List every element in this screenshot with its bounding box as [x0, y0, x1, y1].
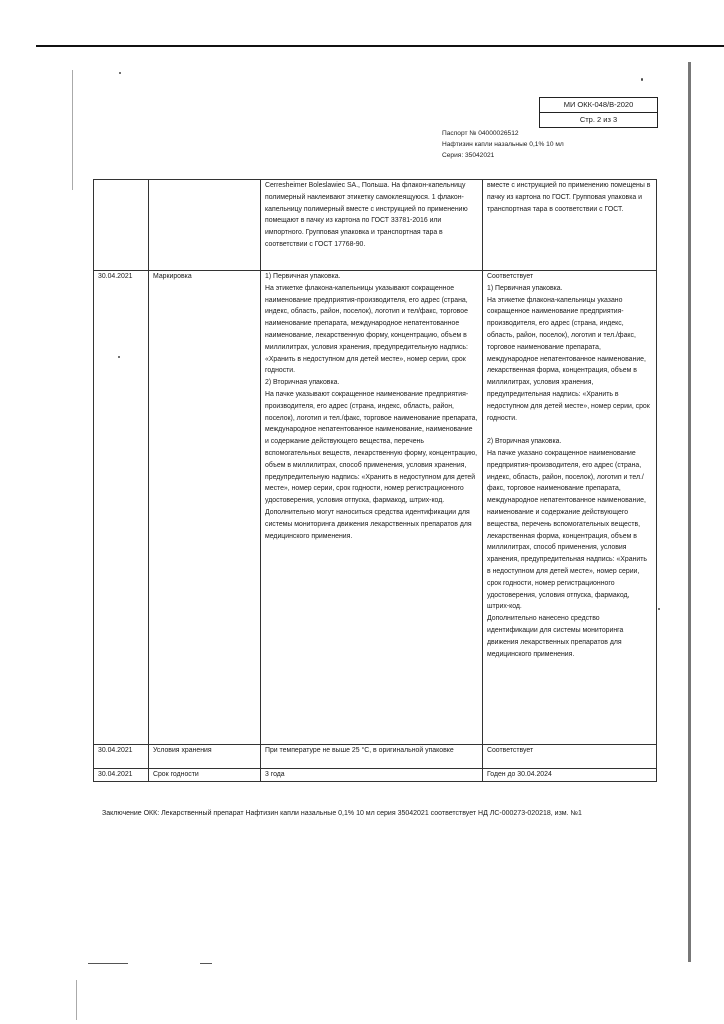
cell-requirement: Cerresheimer Boleslawiec SA., Польша. На флакон-капельницу полимерный наклеивают этикетку самоклеящуюся. 1 флакон-капельницу полимерный вместе с инструкцией по применению помещают в пачку из картона по ГОСТ 33781-2016 или импортного. Групповая упаковка и транспортная тара в соответствии с ГОСТ 17768-90. [261, 180, 483, 271]
page-number: Стр. 2 из 3 [540, 112, 657, 127]
cell-date: 30.04.2021 [94, 745, 149, 769]
cell-requirement: При температуре не выше 25 °С, в оригинальной упаковке [261, 745, 483, 769]
cell-result: Соответствует 1) Первичная упаковка. На этикетке флакона-капельницы указано сокращенное наименование предприятия-производителя, его адрес (страна, индекс, область, район, поселок), логотип и тел./факс, торговое наименование препарата, международное непатентованное наименование, лекарственная форма, концентрация, объем в миллилитрах, условия хранения, предупредительная надпись: «Хранить в недоступном для детей месте», номер серии, срок годности. 2) Вторичная упаковка. На пачке указано сокращенное наименование предприятия-производителя, его адрес (страна, индекс, область, район, поселок), логотип и тел./факс, торговое наименование препарата, международное непатентованное наименование, наименование и содержание действующего вещества, перечень вспомогательных веществ, лекарственная форма, концентрация, объем в миллилитрах, способ применения, условия хранения, предупредительная надпись: «Хранить в недоступном для детей месте», номер серии, срок годности, номер регистрационного удостоверения, условия отпуска, фармакод, штрих-код. Дополнительно нанесено средство идентификации для системы мониторинга движения лекарственных препаратов для медицинского применения. [483, 271, 657, 745]
cell-test-name: Срок годности [149, 769, 261, 782]
table-row [94, 271, 657, 745]
table-row [94, 745, 657, 769]
cell-date [94, 180, 149, 271]
document-code: МИ ОКК-048/В-2020 [563, 100, 634, 109]
scan-left-mark [76, 980, 77, 1020]
cell-date: 30.04.2021 [94, 769, 149, 782]
product-name: Нафтизин капли назальные 0,1% 10 мл [442, 141, 564, 148]
scan-speck [118, 356, 120, 358]
scan-speck [658, 608, 660, 610]
cell-result: Соответствует [483, 745, 657, 769]
qc-conclusion: Заключение ОКК: Лекарственный препарат Нафтизин капли назальные 0,1% 10 мл серия 35042021 соответствует НД ЛС-000273-020218, изм. №1 [102, 810, 582, 817]
table-row [94, 180, 657, 271]
cell-requirement: 1) Первичная упаковка. На этикетке флакона-капельницы указывают сокращенное наименование предприятия-производителя, его адрес (страна, индекс, область, район, поселок), логотип и тел/факс, торговое наименование препарата, международное непатентованное наименование, лекарственную форму, концентрацию, объем в миллилитрах, условия хранения, предупредительную надпись: «Хранить в недоступном для детей месте», номер серии, срок годности. 2) Вторичная упаковка. На пачке указывают сокращенное наименование предприятия-производителя, его адрес (страна, индекс, область, район, поселок), логотип и тел./факс, торговое наименование препарата, международное непатентованное наименование, наименование и содержание действующего вещества, перечень вспомогательных веществ, лекарственную форму, концентрацию, объем в миллилитрах, способ применения, условия хранения, предупредительную надпись: «Хранить в недоступном для детей месте», номер серии, срок годности, номер регистрационного удостоверения, условия отпуска, фармакод, штрих-код. Дополнительно могут наноситься средства идентификации для системы мониторинга движения лекарственных препаратов для медицинского применения. [261, 271, 483, 745]
passport-number: Паспорт № 04000026512 [442, 130, 519, 137]
series-number: Серия: 35042021 [442, 152, 495, 159]
cell-result: вместе с инструкцией по применению помещены в пачку из картона по ГОСТ. Групповая упаковка и транспортная тара в соответствии с ГОСТ. [483, 180, 657, 271]
scan-speck [119, 72, 121, 74]
scan-right-edge [688, 62, 691, 962]
table-row [94, 769, 657, 782]
scan-left-mark [72, 70, 73, 190]
passport-header [442, 128, 564, 161]
cell-test-name: Условия хранения [149, 745, 261, 769]
scan-mark [200, 963, 212, 964]
scan-speck [641, 78, 643, 81]
cell-test-name: Маркировка [149, 271, 261, 745]
page-top-rule [36, 45, 724, 47]
cell-requirement: 3 года [261, 769, 483, 782]
cell-date: 30.04.2021 [94, 271, 149, 745]
cell-result: Годен до 30.04.2024 [483, 769, 657, 782]
document-id-box [539, 97, 658, 128]
test-results-table [93, 179, 657, 782]
cell-test-name [149, 180, 261, 271]
scan-mark [88, 963, 128, 964]
